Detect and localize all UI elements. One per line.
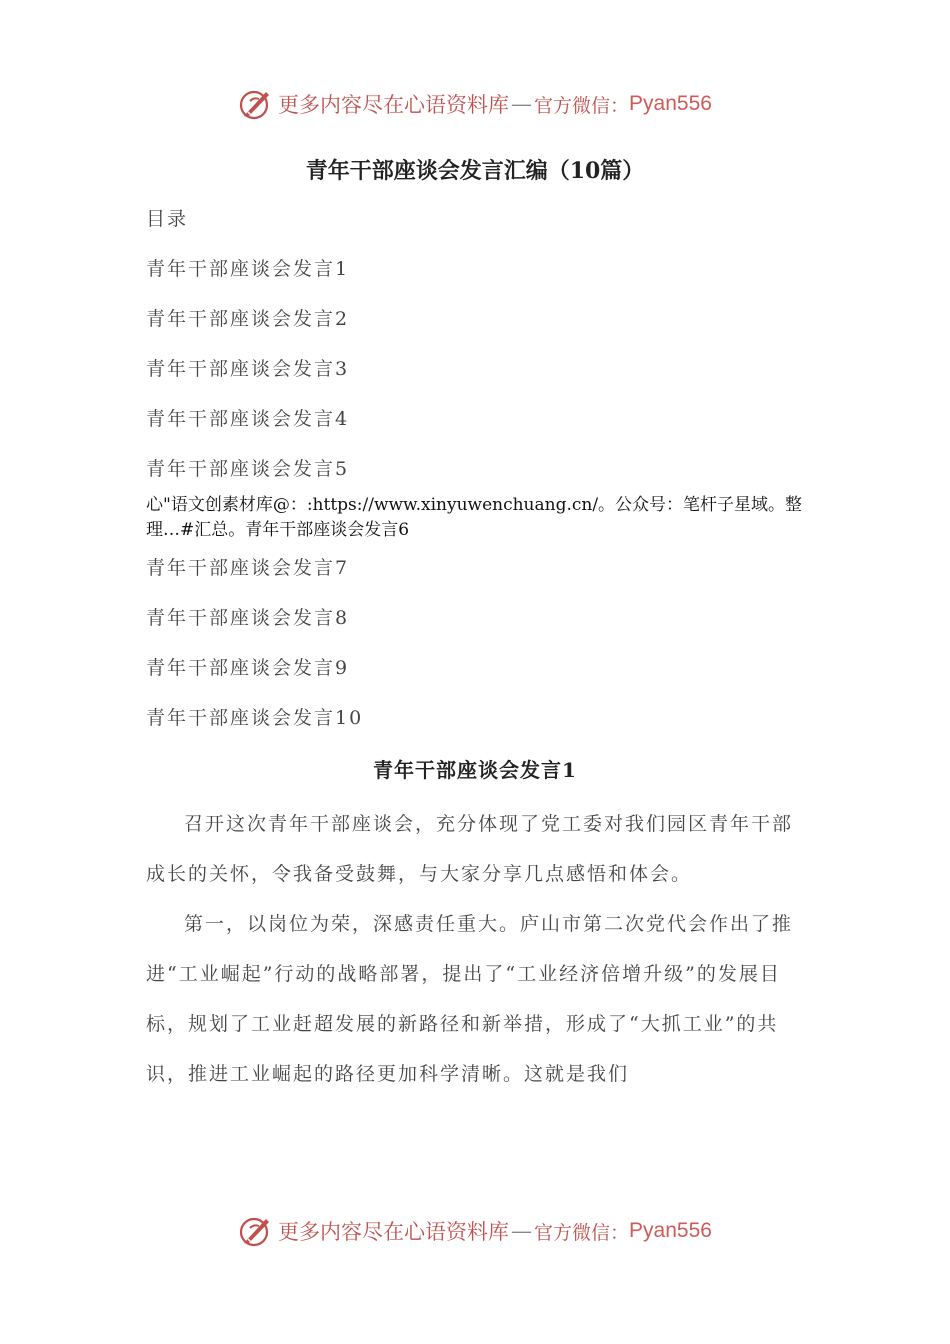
banner-wechat-label: 官方微信：	[534, 94, 630, 117]
banner-wechat-id: Pyan556	[629, 1219, 712, 1242]
banner-wechat-id: Pyan556	[629, 92, 712, 115]
source-watermark-text: 心"语文创素材库@：:https://www.xinyuwenchuang.cn/。公众号：笔杆子星域。整理…#汇总。青年干部座谈会发言6	[146, 495, 803, 540]
section-heading: 青年干部座谈会发言1	[373, 758, 577, 782]
toc-item[interactable]: 青年干部座谈会发言9	[146, 657, 350, 679]
toc-item[interactable]: 青年干部座谈会发言2	[146, 308, 350, 330]
banner-dash: —	[511, 92, 533, 116]
toc-item[interactable]: 青年干部座谈会发言3	[146, 358, 350, 380]
toc-item[interactable]: 青年干部座谈会发言8	[146, 607, 350, 629]
toc-item[interactable]: 青年干部座谈会发言5	[146, 458, 350, 480]
quill-pen-logo-icon	[238, 1213, 274, 1249]
footer-banner	[0, 1211, 950, 1251]
banner-dash: —	[511, 1219, 533, 1243]
document-title: 青年干部座谈会发言汇编（10篇）	[305, 158, 645, 184]
banner-text: 更多内容尽在心语资料库	[278, 1220, 510, 1244]
header-banner	[0, 84, 950, 124]
banner-wechat-label: 官方微信：	[534, 1221, 630, 1244]
toc-label: 目录	[146, 208, 189, 230]
body-content	[146, 799, 811, 1099]
paragraph: 召开这次青年干部座谈会，充分体现了党工委对我们园区青年干部成长的关怀，令我备受鼓舞，与大家分享几点感悟和体会。	[146, 813, 794, 885]
banner-text: 更多内容尽在心语资料库	[278, 93, 510, 117]
toc-item[interactable]: 青年干部座谈会发言10	[146, 707, 364, 729]
toc-item[interactable]: 青年干部座谈会发言1	[146, 258, 350, 280]
quill-pen-logo-icon	[238, 86, 274, 122]
toc-item[interactable]: 青年干部座谈会发言7	[146, 557, 350, 579]
toc-item[interactable]: 青年干部座谈会发言4	[146, 408, 350, 430]
paragraph: 第一，以岗位为荣，深感责任重大。庐山市第二次党代会作出了推进“工业崛起”行动的战略部署，提出了“工业经济倍增升级”的发展目标，规划了工业赶超发展的新路径和新举措，形成了“大抓工业”的共识，推进工业崛起的路径更加科学清晰。这就是我们	[146, 913, 794, 1085]
